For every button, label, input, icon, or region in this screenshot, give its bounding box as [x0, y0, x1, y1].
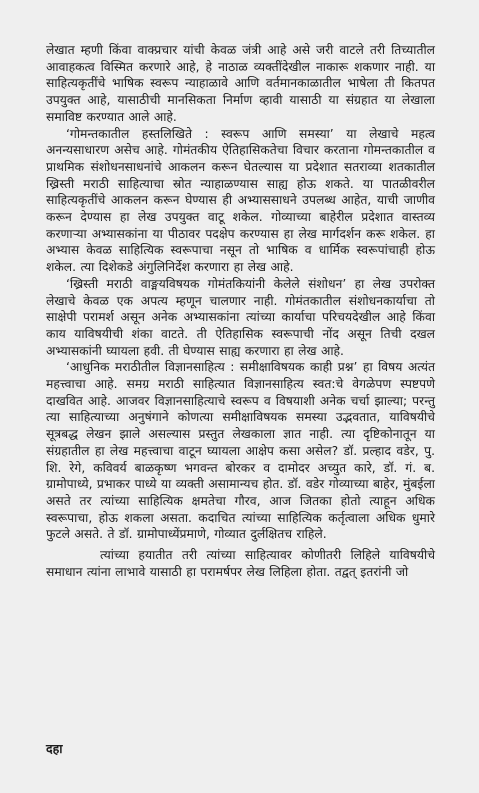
- page-number: दहा: [46, 741, 63, 756]
- paragraph-3: ‘ख्रिस्ती मराठी वाङ्मयविषयक गोमंतकियांनी केलेले संशोधन’ हा लेख उपरोक्त लेखाचे केवळ एक अपत्य म्हणून चालणार नाही. गोमंतकातील संशोधनकार्याचा तो साक्षेपी परामर्श असून अनेक अभ्यासकांना त्यांच्या कार्याचा परिचयदेखील आहे किंवा काय याविषयीची शंका वाटते. ती ऐतिहासिक स्वरूपाची नोंद असून तिची दखल अभ्यासकांनी घ्यायला हवी. ती घेण्यास साह्य करणारा हा लेख आहे.: [46, 276, 435, 358]
- paragraph-4: ‘आधुनिक मराठीतील विज्ञानसाहित्य : समीक्षाविषयक काही प्रश्न’ हा विषय अत्यंत महत्त्वाचा आहे. समग्र मराठी साहित्यात विज्ञानसाहित्य स्वत:चे वेगळेपण स्पष्टपणे दाखवित आहे. आजवर विज्ञानसाहित्याचे स्वरूप व विषयाशी अनेक चर्चा झाल्या; परन्तु त्या साहित्याच्या अनुषंगाने कोणत्या समीक्षाविषयक समस्या उद्भवतात, याविषयीचे सूत्रबद्ध लेखन झाले असल्यास प्रस्तुत लेखकाला ज्ञात नाही. त्या दृष्टिकोनातून या संग्रहातील हा लेख महत्त्वाचा वाटून घ्यायला आक्षेप कसा असेल? डॉ. प्रल्हाद वडेर, पु. शि. रेगे, कविवर्य बाळकृष्ण भगवन्त बोरकर व दामोदर अच्युत कारे, डॉ. गं. ब. ग्रामोपाध्ये, प्रभाकर पाध्ये या व्यक्ती असामान्यच होत. डॉ. वडेर गोव्याच्या बाहेर, मुंबईला असते तर त्यांच्या साहित्यिक क्षमतेचा गौरव, आज जितका होतो त्याहून अधिक स्वरूपाचा, होऊ शकला असता. कदाचित त्यांच्या साहित्यिक कर्तृत्वाला अधिक धुमारे फुटले असते. ते डॉ. ग्रामोपाध्येंप्रमाणे, गोव्यात दुर्लक्षितच राहिले.: [46, 360, 435, 542]
- paragraph-5: त्यांच्या हयातीत तरी त्यांच्या साहित्यावर कोणीतरी लिहिले याविषयीचे समाधान त्यांना लाभावे यासाठी हा परामर्षपर लेख लिहिला होता. तद्वत् इतरांनी जो: [46, 548, 435, 579]
- paragraph-2: ‘गोमन्तकातील हस्तलिखिते : स्वरूप आणि समस्या’ या लेखाचे महत्व अनन्यसाधारण असेच आहे. गोमंतकीय ऐतिहासिकतेचा विचार करताना गोमन्तकातील व प्राथमिक संशोधनसाधनांचे आकलन करून घेतल्यास या प्रदेशात सतराव्या शतकातील ख्रिस्ती मराठी साहित्याचा स्रोत न्याहाळण्यास साह्य होऊ शकते. या पातळीवरील साहित्यकृतींचे आकलन करून घेण्यास ही अभ्याससाधने उपलब्ध आहेत, याची जाणीव करून देण्यास हा लेख उपयुक्त वाटू शकेल. गोव्याच्या बाहेरील प्रदेशात वास्तव्य करणाऱ्या अभ्यासकांना या पीठावर पदक्षेप करण्यास हा लेख मार्गदर्शन करू शकेल. हा अभ्यास केवळ साहित्यिक स्वरूपाचा नसून तो भाषिक व धार्मिक स्वरूपांचाही होऊ शकेल. त्या दिशेकडे अंगुलिनिर्देश करणारा हा लेख आहे.: [46, 126, 435, 275]
- paragraph-1: लेखात म्हणी किंवा वाक्प्रचार यांची केवळ जंत्री आहे असे जरी वाटले तरी तिच्यातील आवाहकत्व विस्मित करणारे आहे, हे नाठाळ व्यक्तींदेखील नाकारू शकणार नाही. या साहित्यकृतींचे भाषिक स्वरूप न्याहाळावे आणि वर्तमानकाळातील भाषेला ती कितपत उपयुक्त आहे, यासाठीची मानसिकता निर्माण व्हावी यासाठी या संग्रहात या लेखाला समाविष्ट करण्यात आले आहे.: [46, 43, 435, 124]
